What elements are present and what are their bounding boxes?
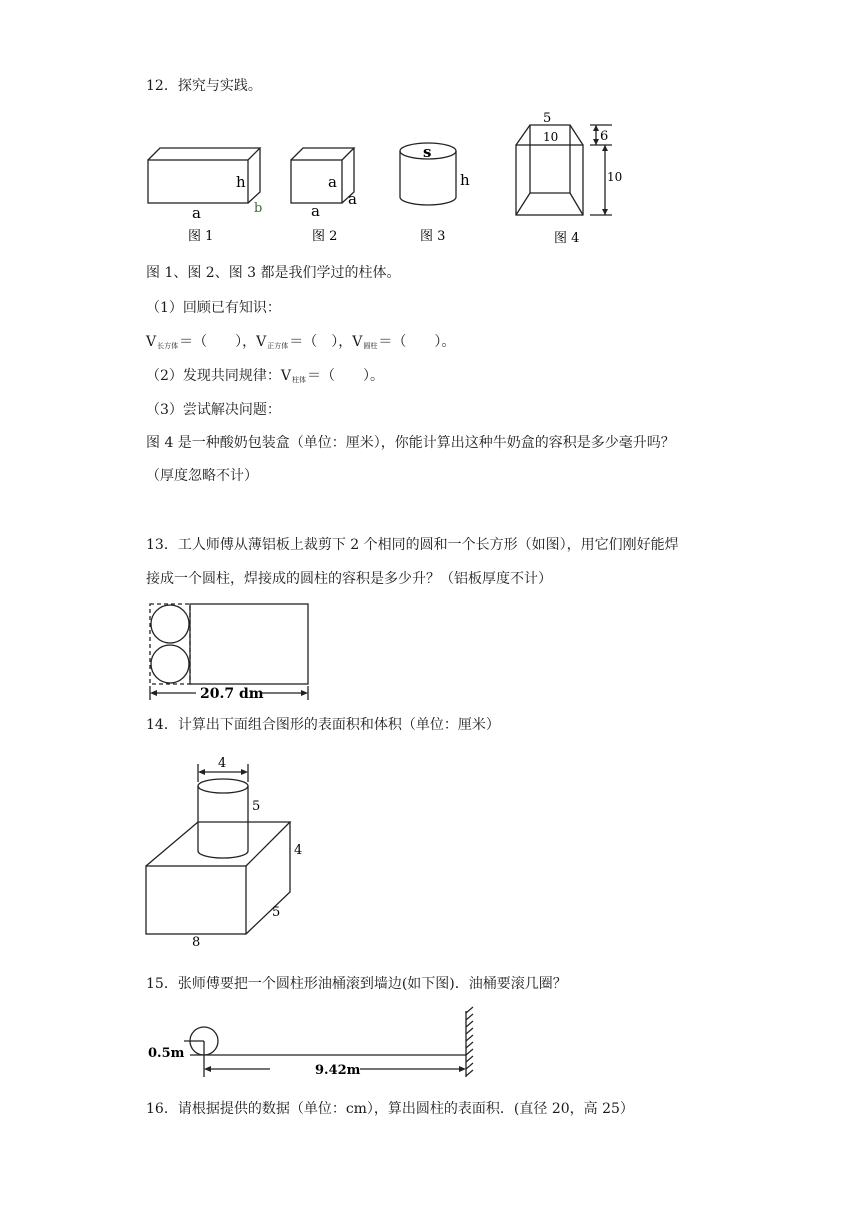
blank-prism: ＝（ ）。 [307,368,385,384]
blank-cube: ＝（ ）， [289,334,353,350]
q12-problem: 图 4 是一种酸奶包装盒（单位：厘米），你能计算出这种牛奶盒的容积是多少毫升吗？ [146,435,675,451]
figure-2-cube [285,140,375,245]
sub-cube: 正方体 [267,342,289,350]
fig1-a-label: a [192,204,201,222]
q12-part3: （3）尝试解决问题： [146,402,281,418]
q14-cyl-h-label: 5 [252,799,261,814]
q14-box-d-label: 5 [272,905,281,920]
fig3-h-label: h [460,171,470,189]
q13-dim-label: 20.7 dm [200,686,264,702]
q14-title: 14．计算出下面组合图形的表面积和体积（单位：厘米） [146,717,500,733]
v-symbol: V [352,334,363,350]
q12-formula-line [146,333,455,355]
q12-part2 [146,367,384,389]
figure-4-milk-box [508,108,638,248]
q14-top-label: 4 [218,756,227,771]
sub-cuboid: 长方体 [157,342,179,350]
fig2-a-top-label: a [328,173,337,191]
q16-title: 16．请根据提供的数据（单位：cm），算出圆柱的表面积．(直径 20，高 25） [146,1101,634,1117]
q14-box-h-label: 4 [294,843,303,858]
fig3-caption: 图 3 [420,229,446,244]
blank-cylinder: ＝（ ）。 [378,334,456,350]
fig4-top-label: 5 [543,111,552,126]
figure-3-cylinder [390,135,480,245]
q12-part1: （1）回顾已有知识： [146,300,281,316]
q14-figure [140,752,320,952]
fig2-caption: 图 2 [312,229,338,244]
fig4-right-top-label: 6 [600,129,609,144]
fig2-a-right-label: a [348,190,357,208]
q15-distance-label: 9.42m [315,1063,361,1078]
part2-text: （2）发现共同规律：V [146,368,292,384]
blank-cuboid: ＝（ ）， [179,334,257,350]
sub-prism: 柱体 [292,376,307,384]
fig1-caption: 图 1 [188,229,214,244]
q15-radius-label: 0.5m [148,1046,185,1061]
sub-cylinder: 圆柱 [363,342,378,350]
v-symbol: V [146,334,157,350]
q13-line2: 接成一个圆柱，焊接成的圆柱的容积是多少升？（铝板厚度不计） [146,571,552,587]
q12-note: （厚度忽略不计） [146,468,258,484]
q15-title: 15．张师傅要把一个圆柱形油桶滚到墙边(如下图)．油桶要滚几圈？ [146,976,567,992]
fig1-h-label: h [236,173,246,191]
fig4-right-label: 10 [607,170,623,184]
fig4-top-inner-label: 10 [543,130,559,144]
q14-box-w-label: 8 [192,935,201,950]
q15-figure [140,1005,480,1085]
q13-figure [144,598,324,706]
fig2-a-bottom-label: a [311,202,320,220]
v-symbol: V [256,334,267,350]
q12-intro: 图 1、图 2、图 3 都是我们学过的柱体。 [146,265,401,281]
q12-title: 12．探究与实践。 [146,78,262,94]
q13-line1: 13．工人师傅从薄铝板上裁剪下 2 个相同的圆和一个长方形（如图），用它们刚好能焊 [146,537,679,553]
fig1-b-label: b [254,201,263,216]
fig4-caption: 图 4 [554,231,580,246]
fig3-s-label: s [423,143,432,161]
figure-1-cuboid [140,140,270,245]
